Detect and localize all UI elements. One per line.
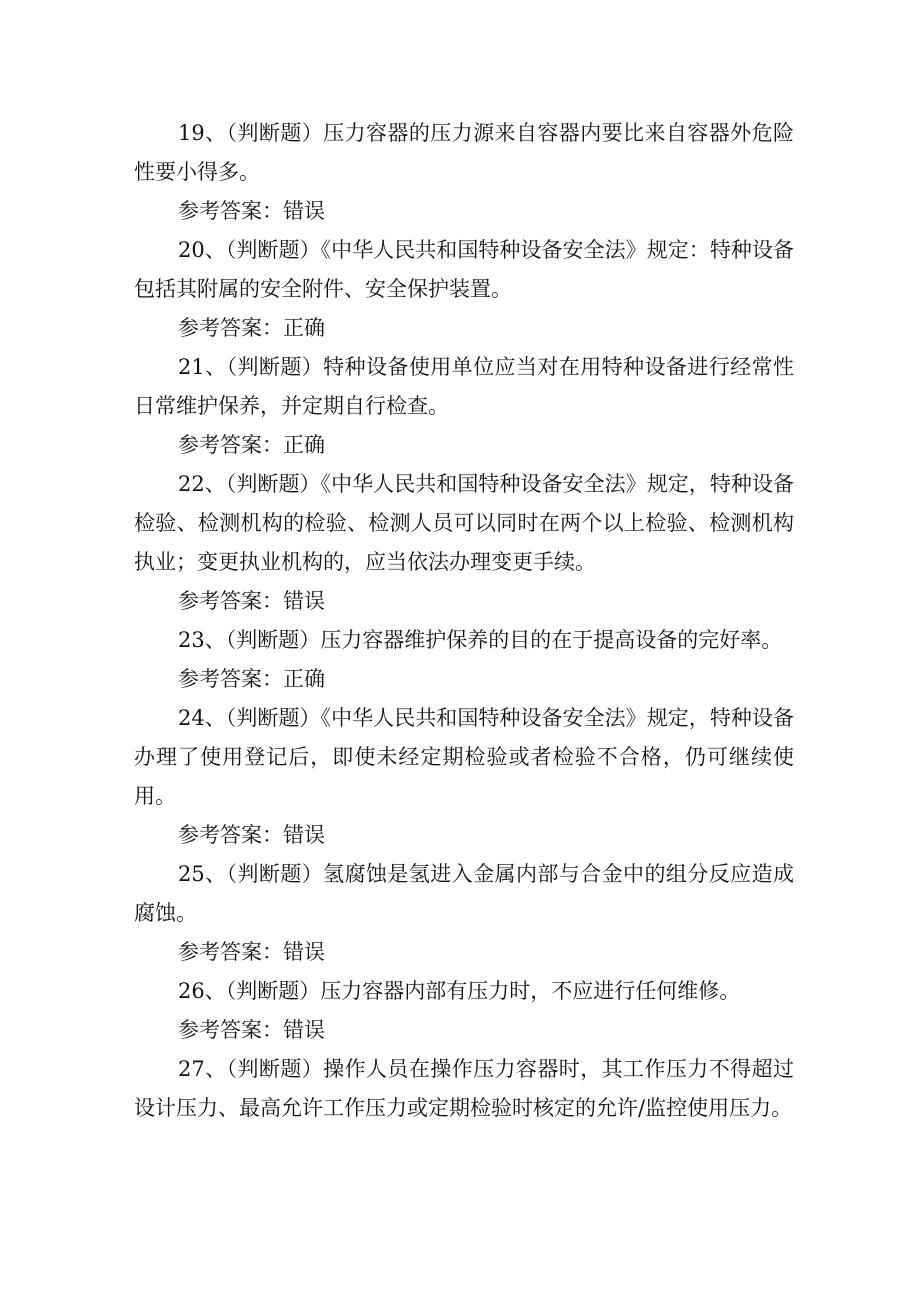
answer-26: 参考答案：错误	[178, 1018, 325, 1042]
question-26: 26、（判断题）压力容器内部有压力时，不应进行任何维修。	[178, 979, 741, 1003]
answer-20: 参考答案：正确	[178, 316, 325, 340]
answer-19: 参考答案：错误	[178, 199, 325, 223]
answer-21: 参考答案：正确	[178, 433, 325, 457]
question-27: 27、（判断题）操作人员在操作压力容器时，其工作压力不得超过设计压力、最高允许工作压力或定期检验时核定的允许/监控使用压力。	[134, 1057, 794, 1120]
question-19: 19、（判断题）压力容器的压力源来自容器内要比来自容器外危险性要小得多。	[134, 121, 794, 184]
question-22: 22、（判断题）《中华人民共和国特种设备安全法》规定，特种设备检验、检测机构的检验、检测人员可以同时在两个以上检验、检测机构执业；变更执业机构的，应当依法办理变更手续。	[134, 472, 794, 574]
answer-22: 参考答案：错误	[178, 589, 325, 613]
answer-25: 参考答案：错误	[178, 940, 325, 964]
question-24: 24、（判断题）《中华人民共和国特种设备安全法》规定，特种设备办理了使用登记后，即使未经定期检验或者检验不合格，仍可继续使用。	[134, 706, 794, 808]
question-20: 20、（判断题）《中华人民共和国特种设备安全法》规定：特种设备包括其附属的安全附件、安全保护装置。	[134, 238, 794, 301]
answer-23: 参考答案：正确	[178, 667, 325, 691]
question-23: 23、（判断题）压力容器维护保养的目的在于提高设备的完好率。	[178, 628, 783, 652]
question-25: 25、（判断题）氢腐蚀是氢进入金属内部与合金中的组分反应造成腐蚀。	[134, 862, 794, 925]
answer-24: 参考答案：错误	[178, 823, 325, 847]
question-list	[134, 114, 794, 1128]
question-21: 21、（判断题）特种设备使用单位应当对在用特种设备进行经常性日常维护保养，并定期自行检查。	[134, 355, 794, 418]
